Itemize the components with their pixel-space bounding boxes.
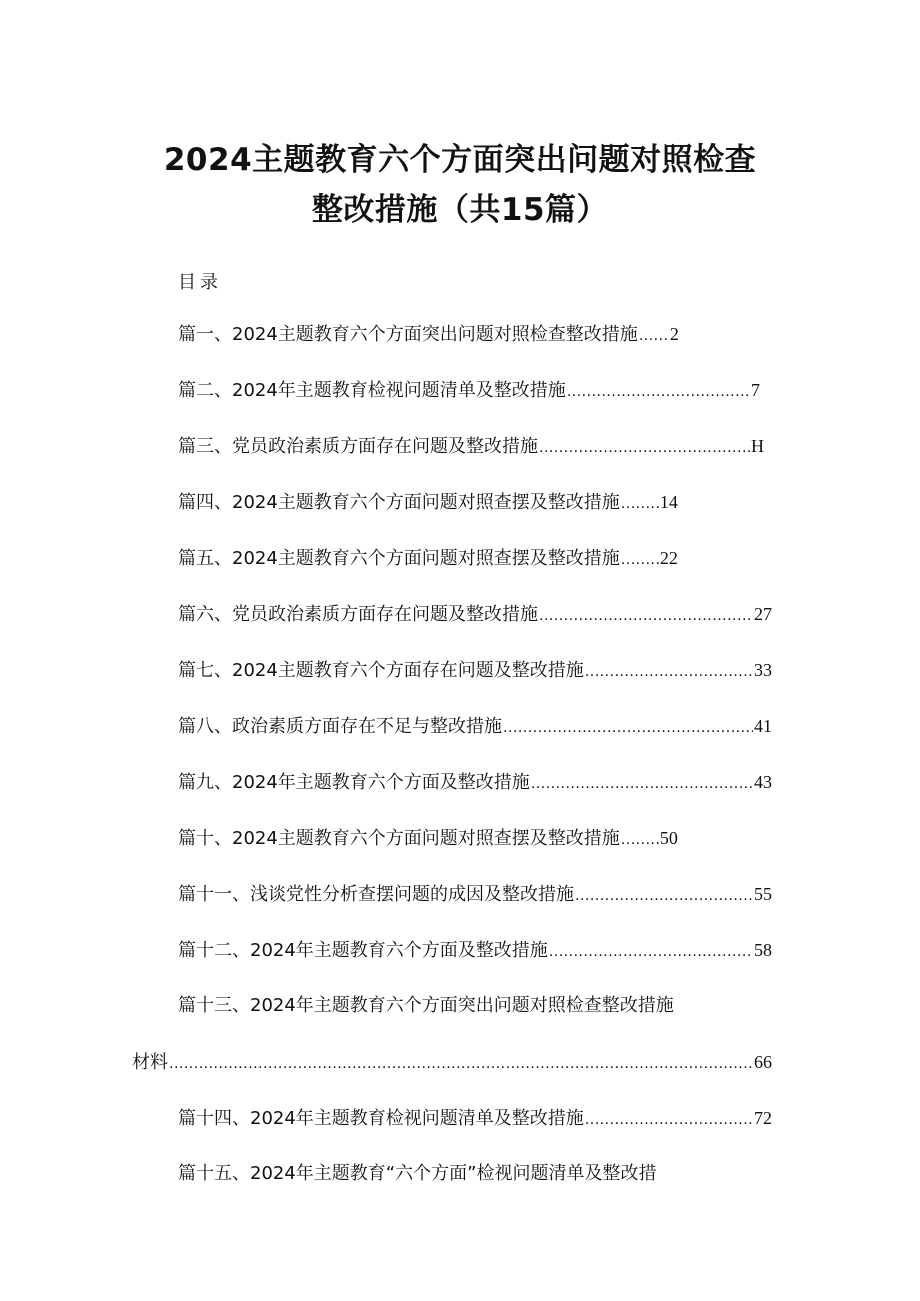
toc-entry[interactable] bbox=[178, 376, 760, 406]
toc-leader-dots bbox=[169, 1050, 753, 1078]
toc-entry-page: 2 bbox=[669, 324, 679, 344]
toc-entry-title: 篇九、2024年主题教育六个方面及整改措施 bbox=[178, 772, 530, 793]
toc-leader-dots bbox=[503, 714, 753, 742]
toc-entry-page: 50 bbox=[659, 828, 678, 848]
toc-leader-dots bbox=[585, 658, 753, 686]
toc-entry-title: 篇六、党员政治素质方面存在问题及整改措施 bbox=[178, 604, 538, 625]
toc-leader-dots bbox=[575, 882, 753, 910]
toc-entry[interactable] bbox=[178, 656, 772, 686]
toc-entry-page: 58 bbox=[754, 940, 772, 960]
toc-entry[interactable] bbox=[178, 712, 772, 742]
toc-entry-page: 27 bbox=[754, 604, 772, 624]
toc-entry[interactable] bbox=[132, 1048, 772, 1078]
toc-entry-page: 22 bbox=[659, 548, 678, 568]
toc-entry-title: 篇十二、2024年主题教育六个方面及整改措施 bbox=[178, 940, 548, 961]
toc-heading: 目录 bbox=[178, 272, 222, 293]
toc-entry-title: 篇八、政治素质方面存在不足与整改措施 bbox=[178, 716, 502, 737]
toc-entry-page: 7 bbox=[751, 380, 760, 400]
toc-entry[interactable] bbox=[178, 432, 764, 462]
toc-entry-title: 篇五、2024主题教育六个方面问题对照查摆及整改措施 bbox=[178, 548, 620, 569]
toc-entry[interactable] bbox=[178, 544, 720, 574]
toc-entry[interactable] bbox=[178, 1104, 772, 1134]
toc-entry-page: 41 bbox=[754, 716, 772, 736]
toc-leader-dots bbox=[539, 602, 753, 630]
toc-entry[interactable] bbox=[178, 768, 772, 798]
toc-entry-title[interactable]: 篇十三、2024年主题教育六个方面突出问题对照检查整改措施 bbox=[178, 995, 674, 1016]
toc-entry-page: 55 bbox=[754, 884, 772, 904]
toc-entry[interactable] bbox=[178, 320, 716, 350]
toc-leader-dots bbox=[549, 938, 753, 966]
toc-entry-title: 材料 bbox=[132, 1052, 168, 1073]
toc-entry[interactable] bbox=[178, 488, 720, 518]
toc-entry-title: 篇二、2024年主题教育检视问题清单及整改措施 bbox=[178, 380, 566, 401]
toc-entry-title: 篇四、2024主题教育六个方面问题对照查摆及整改措施 bbox=[178, 492, 620, 513]
toc-entry-page: 43 bbox=[754, 772, 772, 792]
toc-leader-dots bbox=[621, 546, 659, 574]
toc-entry-page: 72 bbox=[754, 1108, 772, 1128]
toc-entry[interactable] bbox=[178, 880, 772, 910]
toc-entry-page: 14 bbox=[659, 492, 678, 512]
toc-leader-dots bbox=[531, 770, 753, 798]
document-title-line1: 2024主题教育六个方面突出问题对照检查 bbox=[163, 142, 757, 178]
toc-leader-dots bbox=[639, 322, 669, 350]
document-title-line2: 整改措施（共15篇） bbox=[311, 192, 609, 228]
toc-leader-dots bbox=[621, 490, 659, 518]
toc-entry-page: 33 bbox=[754, 660, 772, 680]
toc-leader-dots bbox=[621, 826, 659, 854]
toc-entry-title[interactable]: 篇十五、2024年主题教育“六个方面”检视问题清单及整改措 bbox=[178, 1163, 657, 1184]
toc-leader-dots bbox=[539, 434, 750, 462]
toc-entry[interactable] bbox=[178, 936, 772, 966]
toc-entry-title: 篇十一、浅谈党性分析查摆问题的成因及整改措施 bbox=[178, 884, 574, 905]
toc-entry-title: 篇三、党员政治素质方面存在问题及整改措施 bbox=[178, 436, 538, 457]
toc-leader-dots bbox=[585, 1106, 753, 1134]
toc-entry-title: 篇七、2024主题教育六个方面存在问题及整改措施 bbox=[178, 660, 584, 681]
toc-entry-title: 篇十、2024主题教育六个方面问题对照查摆及整改措施 bbox=[178, 828, 620, 849]
toc-entry[interactable] bbox=[178, 600, 772, 630]
toc-leader-dots bbox=[567, 378, 750, 406]
toc-entry-title: 篇十四、2024年主题教育检视问题清单及整改措施 bbox=[178, 1108, 584, 1129]
toc-entry[interactable] bbox=[178, 824, 720, 854]
toc-entry-page: H bbox=[751, 436, 764, 456]
toc-entry-page: 66 bbox=[754, 1052, 772, 1072]
toc-entry-title: 篇一、2024主题教育六个方面突出问题对照检查整改措施 bbox=[178, 324, 638, 345]
